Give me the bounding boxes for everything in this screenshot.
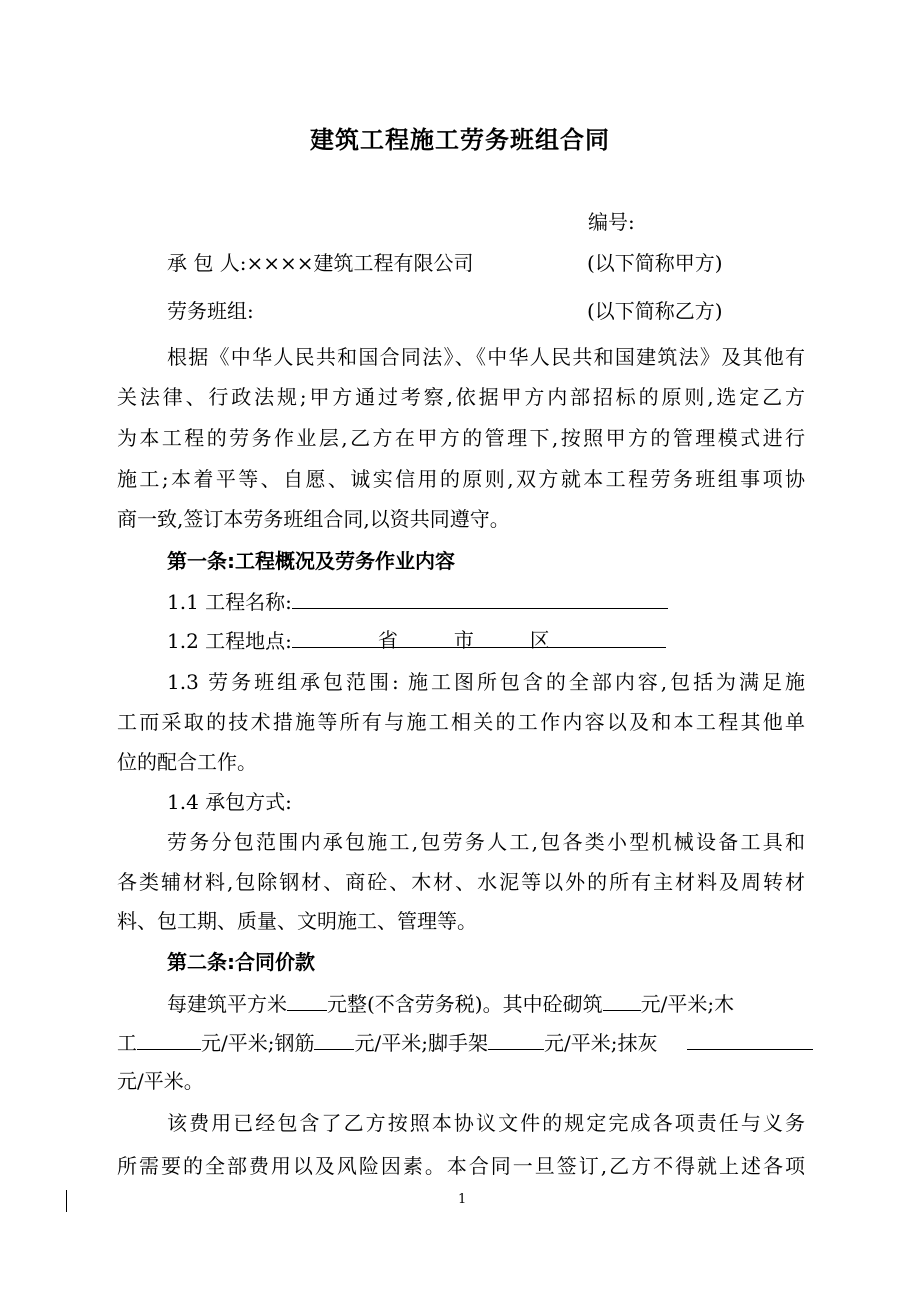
project-location-line bbox=[167, 627, 805, 654]
project-location-label: 1.2 工程地点: bbox=[167, 629, 292, 653]
party-a-value: ××××建筑工程有限公司 bbox=[246, 251, 474, 275]
party-b-label: 劳务班组: bbox=[167, 299, 254, 323]
number-label: 编号: bbox=[588, 210, 635, 234]
article2-heading: 第二条:合同价款 bbox=[167, 950, 315, 974]
carpentry-blank[interactable] bbox=[137, 1029, 201, 1050]
price-line bbox=[167, 990, 805, 1017]
price-text: 元/平米;钢筋 bbox=[201, 1031, 315, 1055]
margin-marker bbox=[66, 1190, 67, 1212]
masonry-blank[interactable] bbox=[603, 990, 641, 1011]
party-b-note: (以下简称乙方) bbox=[587, 299, 723, 323]
price-text: 元/平米;抹灰 bbox=[543, 1031, 658, 1055]
party-a-label: 承 包 人: bbox=[167, 251, 247, 275]
fee-line: 所需要的全部费用以及风险因素。本合同一旦签订,乙方不得就上述各项 bbox=[117, 1154, 805, 1178]
price-line: 元/平米。 bbox=[117, 1069, 204, 1093]
district-label: 区 bbox=[529, 628, 550, 652]
mode-line: 劳务分包范围内承包施工,包劳务人工,包各类小型机械设备工具和 bbox=[167, 830, 805, 854]
price-text: 工 bbox=[117, 1031, 137, 1055]
fee-line: 该费用已经包含了乙方按照本协议文件的规定完成各项责任与义务 bbox=[167, 1111, 805, 1135]
project-name-label: 1.1 工程名称: bbox=[167, 590, 292, 614]
party-a-line bbox=[167, 250, 805, 276]
plastering-blank[interactable] bbox=[687, 1029, 813, 1050]
intro-line: 根据《中华人民共和国合同法》、《中华人民共和国建筑法》及其他有 bbox=[167, 345, 805, 369]
province-label: 省 bbox=[377, 628, 398, 652]
price-text: 每建筑平方米 bbox=[167, 992, 287, 1016]
mode-line: 料、包工期、质量、文明施工、管理等。 bbox=[117, 909, 477, 933]
mode-label: 1.4 承包方式: bbox=[167, 790, 292, 814]
city-label: 市 bbox=[453, 628, 474, 652]
intro-line: 关法律、行政法规;甲方通过考察,依据甲方内部招标的原则,选定乙方 bbox=[117, 385, 805, 409]
scope-line: 位的配合工作。 bbox=[117, 750, 257, 774]
article1-heading: 第一条:工程概况及劳务作业内容 bbox=[167, 549, 455, 573]
scope-line: 工而采取的技术措施等所有与施工相关的工作内容以及和本工程其他单 bbox=[117, 710, 805, 734]
price-line bbox=[117, 1029, 907, 1056]
intro-line: 商一致,签订本劳务班组合同,以资共同遵守。 bbox=[117, 507, 510, 531]
rebar-blank[interactable] bbox=[314, 1029, 354, 1050]
page-number: 1 bbox=[458, 1192, 467, 1207]
project-name-blank[interactable] bbox=[292, 588, 668, 609]
intro-line: 为本工程的劳务作业层,乙方在甲方的管理下,按照甲方的管理模式进行 bbox=[117, 426, 805, 450]
document-title: 建筑工程施工劳务班组合同 bbox=[310, 126, 610, 154]
party-a-note: (以下简称甲方) bbox=[587, 251, 723, 275]
intro-line: 施工;本着平等、自愿、诚实信用的原则,双方就本工程劳务班组事项协 bbox=[117, 467, 805, 491]
mode-line: 各类辅材料,包除钢材、商砼、木材、水泥等以外的所有主材料及周转材 bbox=[117, 870, 805, 894]
price-blank[interactable] bbox=[287, 990, 327, 1011]
scope-line: 1.3 劳务班组承包范围: 施工图所包含的全部内容,包括为满足施 bbox=[167, 670, 805, 694]
price-text: 元整(不含劳务税)。其中砼砌筑 bbox=[327, 992, 603, 1016]
project-location-blank[interactable] bbox=[292, 627, 666, 652]
price-text: 元/平米;脚手架 bbox=[354, 1031, 488, 1055]
scaffold-blank[interactable] bbox=[488, 1029, 544, 1050]
project-name-line bbox=[167, 588, 805, 615]
party-b-line bbox=[167, 298, 805, 324]
price-text: 元/平米;木 bbox=[640, 992, 735, 1016]
